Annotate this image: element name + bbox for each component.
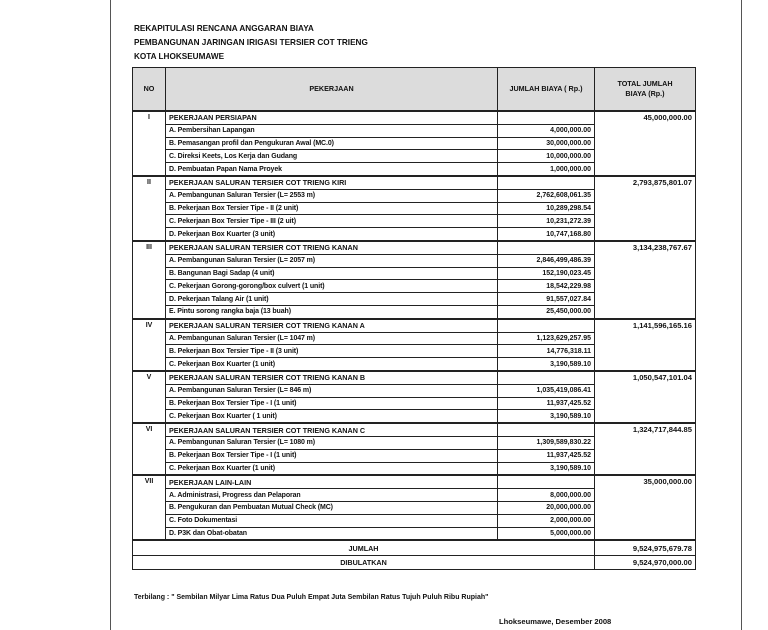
section-number: VI <box>133 423 166 475</box>
dibulatkan-row <box>133 555 696 570</box>
item-label: B. Pekerjaan Box Tersier Tipe - II (2 unit) <box>166 202 498 215</box>
section-subtotal-empty <box>498 241 595 254</box>
section-number: I <box>133 111 166 176</box>
jumlah-row <box>133 540 696 555</box>
item-label: E. Pintu sorong rangka baja (13 buah) <box>166 305 498 318</box>
section-number: VII <box>133 475 166 540</box>
item-value: 10,000,000.00 <box>498 150 595 163</box>
section-subtotal-empty <box>498 371 595 384</box>
item-label: B. Pekerjaan Box Tersier Tipe - II (3 unit) <box>166 345 498 358</box>
item-value: 3,190,589.10 <box>498 358 595 371</box>
item-label: D. P3K dan Obat-obatan <box>166 527 498 540</box>
terbilang-text: Terbilang : " Sembilan Milyar Lima Ratus Dua Puluh Empat Juta Sembilan Ratus Tujuh Puluh Ribu Rupiah" <box>134 594 489 601</box>
item-label: C. Pekerjaan Box Kuarter (1 unit) <box>166 462 498 475</box>
item-label: C. Pekerjaan Box Tersier Tipe - III (2 uit) <box>166 215 498 228</box>
item-label: B. Pekerjaan Box Tersier Tipe - I (1 unit) <box>166 397 498 410</box>
title-line-3: KOTA LHOKSEUMAWE <box>134 52 225 61</box>
page-edge-left <box>110 0 111 630</box>
item-label: C. Pekerjaan Box Kuarter ( 1 unit) <box>166 410 498 423</box>
section-title: PEKERJAAN SALURAN TERSIER COT TRIENG KIRI <box>166 176 498 189</box>
item-label: C. Direksi Keets, Los Kerja dan Gudang <box>166 150 498 163</box>
header-pekerjaan: PEKERJAAN <box>166 68 498 112</box>
item-label: C. Foto Dokumentasi <box>166 514 498 527</box>
item-label: C. Pekerjaan Gorong-gorong/box culvert (1 unit) <box>166 280 498 293</box>
dibulatkan-value: 9,524,970,000.00 <box>595 555 696 570</box>
item-label: A. Administrasi, Progress dan Pelaporan <box>166 489 498 502</box>
jumlah-label: JUMLAH <box>133 540 595 555</box>
section-total: 2,793,875,801.07 <box>595 176 696 241</box>
item-value: 1,000,000.00 <box>498 163 595 176</box>
item-value: 2,762,608,061.35 <box>498 189 595 202</box>
table-header <box>133 68 696 112</box>
section-row <box>133 111 696 124</box>
item-label: A. Pembangunan Saluran Tersier (L= 846 m) <box>166 384 498 397</box>
item-label: A. Pembangunan Saluran Tersier (L= 1047 m) <box>166 332 498 345</box>
item-label: A. Pembersihan Lapangan <box>166 124 498 137</box>
item-label: D. Pembuatan Papan Nama Proyek <box>166 163 498 176</box>
item-label: A. Pembangunan Saluran Tersier (L= 2057 m) <box>166 254 498 267</box>
section-row <box>133 475 696 488</box>
item-value: 14,776,318.11 <box>498 345 595 358</box>
section-subtotal-empty <box>498 423 595 436</box>
item-label: B. Pekerjaan Box Tersier Tipe - I (1 unit) <box>166 449 498 462</box>
item-value: 5,000,000.00 <box>498 527 595 540</box>
item-value: 8,000,000.00 <box>498 489 595 502</box>
item-value: 20,000,000.00 <box>498 501 595 514</box>
section-subtotal-empty <box>498 319 595 332</box>
section-total: 1,324,717,844.85 <box>595 423 696 475</box>
item-value: 30,000,000.00 <box>498 137 595 150</box>
section-total: 3,134,238,767.67 <box>595 241 696 319</box>
item-value: 11,937,425.52 <box>498 397 595 410</box>
item-value: 11,937,425.52 <box>498 449 595 462</box>
item-value: 1,123,629,257.95 <box>498 332 595 345</box>
header-jumlah: JUMLAH BIAYA ( Rp.) <box>498 68 595 112</box>
item-value: 18,542,229.98 <box>498 280 595 293</box>
section-total: 1,141,596,165.16 <box>595 319 696 371</box>
document-title <box>134 22 368 64</box>
item-value: 2,000,000.00 <box>498 514 595 527</box>
item-value: 10,747,168.80 <box>498 228 595 241</box>
item-value: 91,557,027.84 <box>498 293 595 306</box>
item-value: 3,190,589.10 <box>498 410 595 423</box>
header-no: NO <box>133 68 166 112</box>
section-number: V <box>133 371 166 423</box>
item-label: A. Pembangunan Saluran Tersier (L= 2553 m) <box>166 189 498 202</box>
item-label: C. Pekerjaan Box Kuarter (1 unit) <box>166 358 498 371</box>
item-value: 2,846,499,486.39 <box>498 254 595 267</box>
item-value: 10,231,272.39 <box>498 215 595 228</box>
title-line-2: PEMBANGUNAN JARINGAN IRIGASI TERSIER COT TRIENG <box>134 38 368 47</box>
section-total: 35,000,000.00 <box>595 475 696 540</box>
section-row <box>133 319 696 332</box>
section-number: II <box>133 176 166 241</box>
section-title: PEKERJAAN PERSIAPAN <box>166 111 498 124</box>
section-subtotal-empty <box>498 111 595 124</box>
item-value: 25,450,000.00 <box>498 305 595 318</box>
section-row <box>133 241 696 254</box>
item-label: D. Pekerjaan Box Kuarter (3 unit) <box>166 228 498 241</box>
jumlah-value: 9,524,975,679.78 <box>595 540 696 555</box>
budget-table <box>132 67 696 570</box>
title-line-1: REKAPITULASI RENCANA ANGGARAN BIAYA <box>134 24 314 33</box>
section-title: PEKERJAAN SALURAN TERSIER COT TRIENG KANAN C <box>166 423 498 436</box>
header-total: TOTAL JUMLAH BIAYA (Rp.) <box>595 68 696 112</box>
item-value: 1,035,419,086.41 <box>498 384 595 397</box>
section-subtotal-empty <box>498 475 595 488</box>
item-label: B. Pemasangan profil dan Pengukuran Awal (MC.0) <box>166 137 498 150</box>
item-label: B. Pengukuran dan Pembuatan Mutual Check (MC) <box>166 501 498 514</box>
item-label: D. Pekerjaan Talang Air (1 unit) <box>166 293 498 306</box>
section-subtotal-empty <box>498 176 595 189</box>
section-number: IV <box>133 319 166 371</box>
item-value: 10,289,298.54 <box>498 202 595 215</box>
section-row <box>133 371 696 384</box>
item-value: 1,309,589,830.22 <box>498 436 595 449</box>
item-value: 3,190,589.10 <box>498 462 595 475</box>
item-value: 4,000,000.00 <box>498 124 595 137</box>
section-row <box>133 176 696 189</box>
section-title: PEKERJAAN SALURAN TERSIER COT TRIENG KANAN B <box>166 371 498 384</box>
section-title: PEKERJAAN SALURAN TERSIER COT TRIENG KANAN <box>166 241 498 254</box>
section-row <box>133 423 696 436</box>
place-date: Lhokseumawe, Desember 2008 <box>499 617 612 626</box>
item-label: B. Bangunan Bagi Sadap (4 unit) <box>166 267 498 280</box>
section-total: 45,000,000.00 <box>595 111 696 176</box>
section-total: 1,050,547,101.04 <box>595 371 696 423</box>
dibulatkan-label: DIBULATKAN <box>133 555 595 570</box>
section-title: PEKERJAAN SALURAN TERSIER COT TRIENG KANAN A <box>166 319 498 332</box>
item-value: 152,190,023.45 <box>498 267 595 280</box>
section-title: PEKERJAAN LAIN-LAIN <box>166 475 498 488</box>
item-label: A. Pembangunan Saluran Tersier (L= 1080 m) <box>166 436 498 449</box>
section-number: III <box>133 241 166 319</box>
page-edge-right <box>741 0 742 630</box>
